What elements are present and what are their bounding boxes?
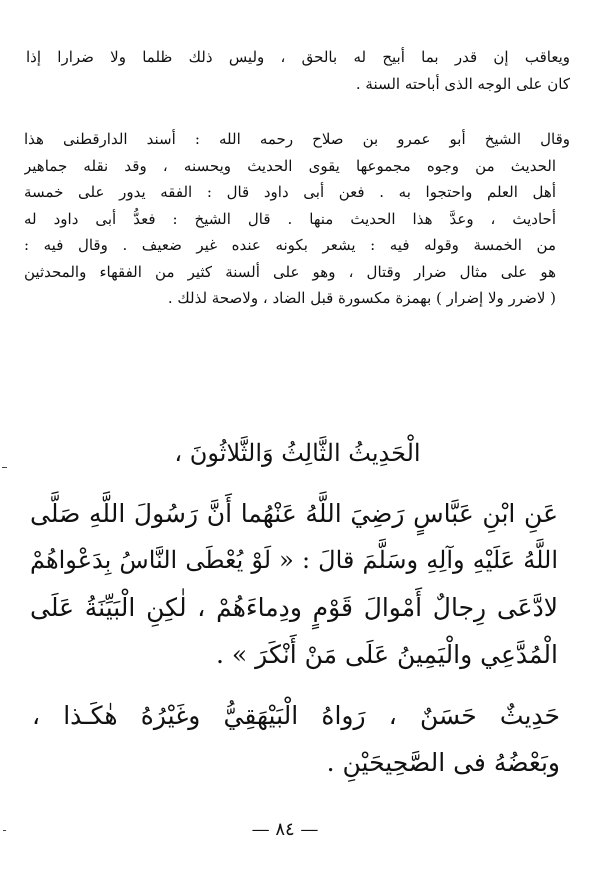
margin-mark bbox=[3, 830, 6, 831]
commentary-paragraph-2 bbox=[24, 126, 570, 312]
page-number: — ٨٤ — bbox=[251, 819, 319, 840]
text-line: الْمُدَّعِي والْيَمِينُ عَلَى مَنْ أَنْكَرَ » . bbox=[216, 640, 558, 669]
text-line: أحاديث ، وعدَّ هذا الحديث منها . قال الشيخ : فعدُّ أبى داود له bbox=[24, 209, 556, 228]
text-line: وقال الشيخ أبو عمرو بن صلاح رحمه الله : أسند الدارقطنى هذا bbox=[24, 130, 570, 148]
text-line: ( لاضرر ولا إضرار ) بهمزة مكسورة قبل الضاد ، ولاصحة لذلك . bbox=[167, 289, 556, 307]
text-line: أهل العلم واحتجوا به . فعن أبى داود قال : الفقه يدور على خمسة bbox=[24, 183, 556, 201]
text-line: ويعاقب إن قدر بما أبيح له بالحق ، وليس ذلك ظلما ولا ضرارا إذا bbox=[26, 48, 570, 66]
hadith-heading: الْحَدِيثُ الثَّالِثُ وَالثَّلاثُونَ ، bbox=[174, 439, 421, 467]
text-line: كان على الوجه الذى أباحته السنة . bbox=[355, 74, 570, 93]
hadith-grading bbox=[32, 692, 560, 786]
text-line: حَدِيثٌ حَسَنٌ ، رَواهُ الْبَيْهَقِيُّ وغَيْرُهُ هٰكَـذا ، bbox=[32, 701, 560, 730]
commentary-paragraph-1 bbox=[26, 44, 570, 97]
margin-mark bbox=[2, 467, 7, 468]
text-line: الحديث من وجوه مجموعها يقوى الحديث ويحسنه ، وقد نقله جماهير bbox=[24, 156, 556, 175]
text-line: لادَّعَى رِجالٌ أَمْوالَ قَوْمٍ ودِماءَهُمْ ، لٰكِنِ الْبَيِّنَةُ عَلَى bbox=[30, 593, 558, 622]
text-line: هو على مثال ضرار وقتال ، وهو على ألسنة كثير من الفقهاء والمحدثين bbox=[24, 262, 556, 281]
text-line: اللَّهُ عَلَيْهِ وآلِهِ وسَلَّمَ قالَ : « لَوْ يُعْطَى النَّاسُ بِدَعْواهُمْ bbox=[30, 546, 558, 574]
hadith-text bbox=[30, 490, 558, 678]
text-line: عَنِ ابْنِ عَبَّاسٍ رَضِيَ اللَّهُ عَنْهُما أَنَّ رَسُولَ اللَّهِ صَلَّى bbox=[30, 499, 558, 528]
text-line: من الخمسة وقوله فيه : يشعر بكونه عنده غير ضعيف . وقال فيه : bbox=[24, 236, 556, 254]
text-line: وبَعْضُهُ فى الصَّحِيحَيْنِ . bbox=[326, 748, 560, 777]
